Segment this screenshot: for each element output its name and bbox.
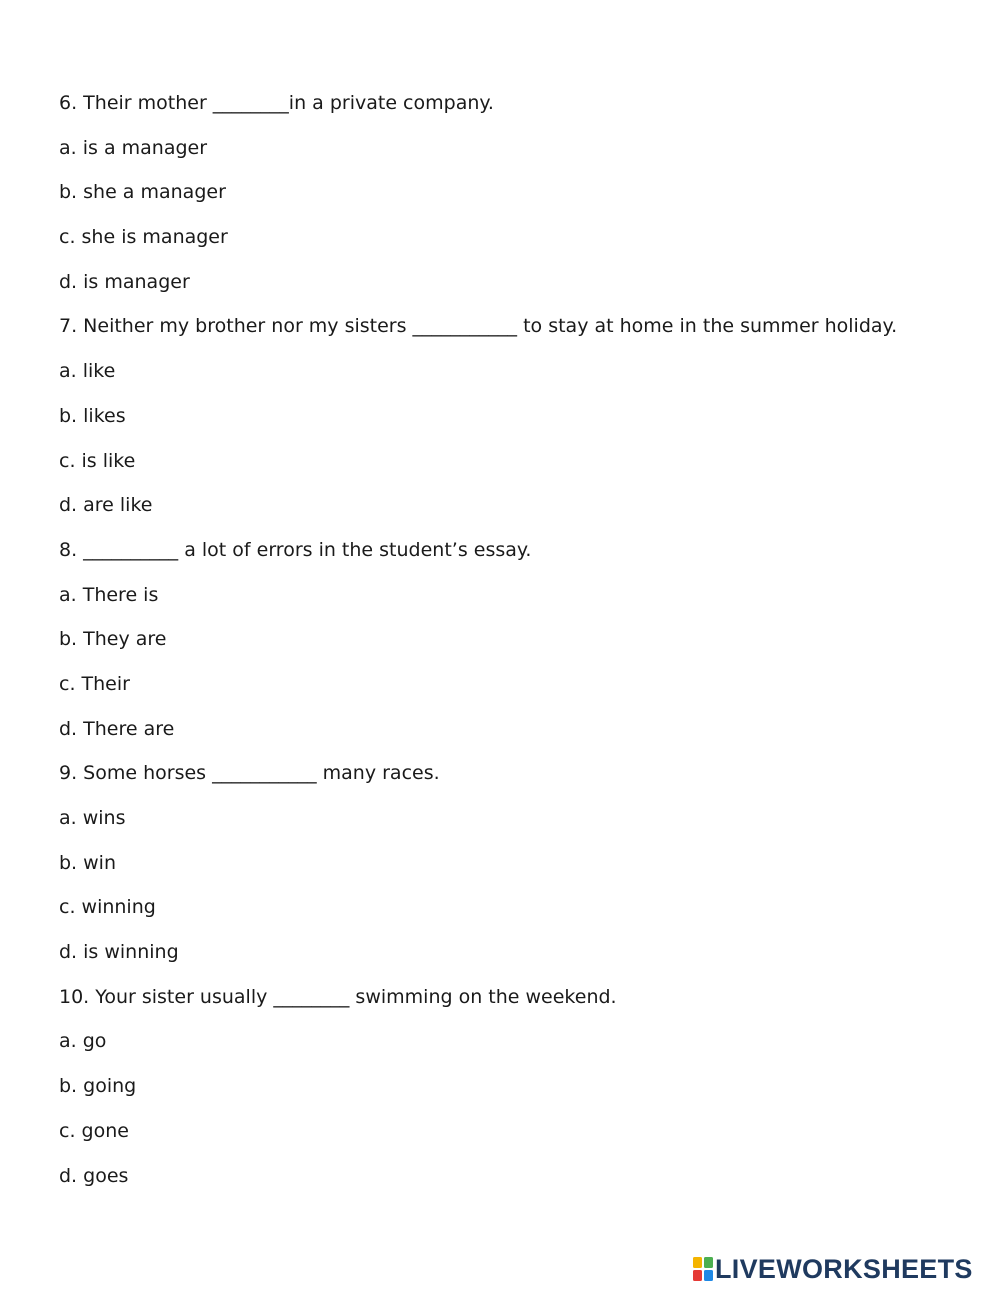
answer-option: c. winning [59,896,156,919]
answer-option: c. gone [59,1119,129,1142]
liveworksheets-logo [693,1255,973,1283]
answer-option: b. going [59,1075,137,1098]
answer-option: c. she is manager [59,226,228,249]
answer-option: a. wins [59,807,126,829]
question-stem: 9. Some horses ___________ many races. [59,762,440,785]
logo-tile-l [693,1257,702,1268]
answer-option: b. They are [59,628,167,651]
question-6 [59,90,959,295]
answer-option: a. go [59,1030,107,1053]
logo-tile-i [704,1257,713,1268]
answer-option: d. There are [59,717,175,740]
answer-option: b. likes [59,404,126,427]
answer-option: c. is like [59,449,136,472]
answer-option: a. There is [59,583,159,606]
question-stem: 8. __________ a lot of errors in the student’s essay. [59,538,532,561]
answer-option: d. is manager [59,270,190,293]
answer-option: c. Their [59,672,130,695]
logo-tile-e [704,1270,713,1281]
answer-option: d. goes [59,1164,129,1187]
question-8 [59,537,959,742]
answer-option: d. are like [59,494,153,517]
logo-wordmark: LIVEWORKSHEETS [715,1254,973,1284]
worksheet [59,90,959,1207]
answer-option: d. is winning [59,941,179,964]
question-stem: 10. Your sister usually ________ swimming on the weekend. [59,985,617,1008]
question-stem: 6. Their mother ________in a private company. [59,92,494,114]
question-10 [59,984,959,1189]
answer-option: b. win [59,851,116,874]
answer-option: a. is a manager [59,136,208,159]
answer-option: b. she a manager [59,181,226,204]
liveworksheets-logo-icon [693,1257,713,1281]
question-7 [59,313,959,518]
question-9 [59,760,959,965]
question-stem: 7. Neither my brother nor my sisters ___________ to stay at home in the summer holiday. [59,315,898,338]
answer-option: a. like [59,360,116,383]
logo-tile-v [693,1270,702,1281]
